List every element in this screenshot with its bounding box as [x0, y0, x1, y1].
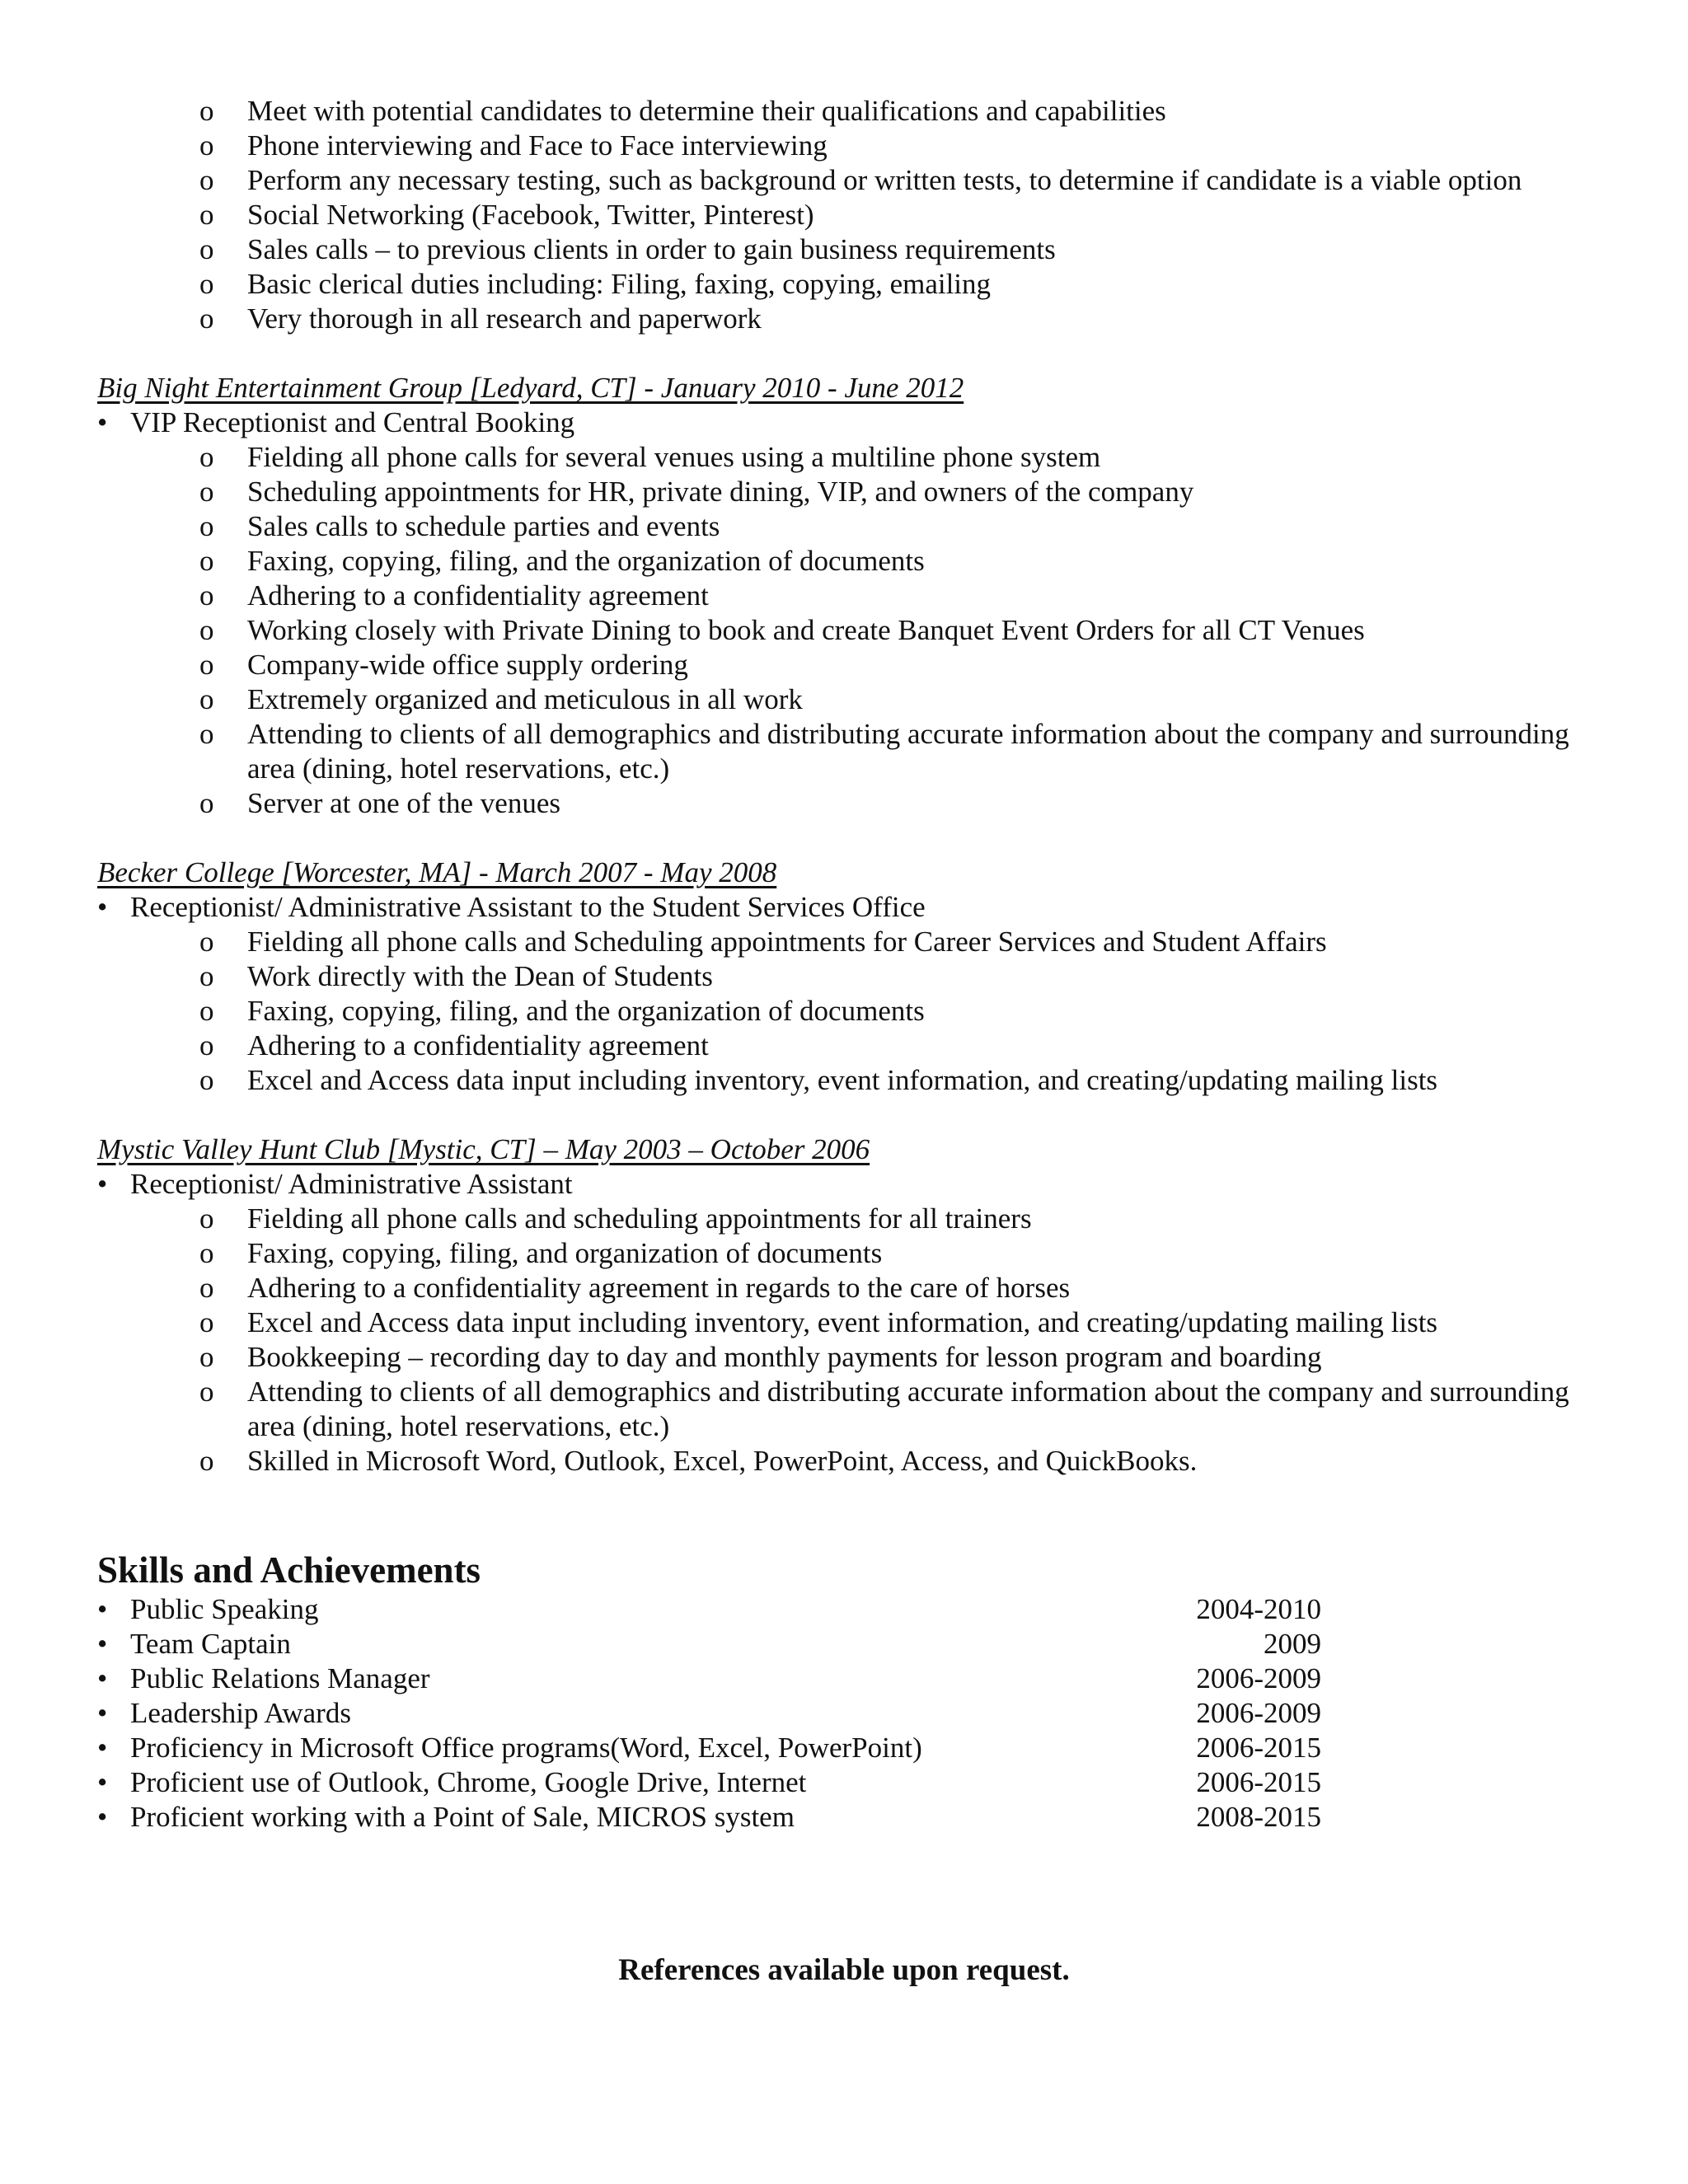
circle-bullet-icon: o [199, 579, 214, 612]
circle-bullet-icon: o [199, 1445, 214, 1477]
skill-item [97, 1592, 1321, 1627]
list-item: o Social Networking (Facebook, Twitter, Pinterest) [199, 199, 814, 231]
circle-bullet-icon: o [199, 199, 214, 231]
circle-bullet-icon: o [199, 476, 214, 508]
list-item: o Company-wide office supply ordering [199, 649, 688, 681]
list-item: o Extremely organized and meticulous in all work [199, 683, 803, 715]
section-title-skills: Skills and Achievements [97, 1549, 481, 1591]
circle-bullet-icon: o [199, 614, 214, 646]
list-item: o Faxing, copying, filing, and the organization of documents [199, 545, 925, 577]
list-item: o Perform any necessary testing, such as background or written tests, to determine if candidate is a viable option [199, 164, 1522, 196]
skill-label: Public Relations Manager [130, 1662, 430, 1694]
circle-bullet-icon: o [199, 129, 214, 162]
list-item: o Work directly with the Dean of Students [199, 960, 713, 992]
circle-bullet-icon: o [199, 302, 214, 335]
list-item: o Phone interviewing and Face to Face interviewing [199, 129, 828, 162]
job-role: • Receptionist/ Administrative Assistant [97, 1168, 573, 1200]
skill-label: Proficient working with a Point of Sale, MICROS system [130, 1801, 795, 1833]
list-item: o Basic clerical duties including: Filing, faxing, copying, emailing [199, 268, 992, 300]
bullet-icon: • [97, 1168, 108, 1200]
list-item: o Fielding all phone calls for several venues using a multiline phone system [199, 441, 1101, 473]
skill-years: 2008-2015 [1196, 1801, 1321, 1833]
list-item: o Scheduling appointments for HR, private dining, VIP, and owners of the company [199, 476, 1194, 508]
job-duties-list [97, 1202, 1622, 1479]
skill-years: 2006-2009 [1196, 1662, 1321, 1694]
resume-page [97, 94, 1622, 1835]
list-item: o Meet with potential candidates to determine their qualifications and capabilities [199, 95, 1166, 127]
circle-bullet-icon: o [199, 441, 214, 473]
bullet-icon: • [97, 406, 108, 438]
job-duties-list [97, 925, 1622, 1098]
skill-label: Proficient use of Outlook, Chrome, Google Drive, Internet [130, 1766, 807, 1798]
job-role: • VIP Receptionist and Central Booking [97, 406, 575, 438]
skills-list [97, 1592, 1622, 1835]
list-item: o Working closely with Private Dining to book and create Banquet Event Orders for all CT Venues [199, 614, 1365, 646]
skill-label: Public Speaking [130, 1593, 319, 1625]
list-item: o Adhering to a confidentiality agreement [199, 1029, 709, 1062]
skill-years: 2006-2015 [1196, 1766, 1321, 1798]
skill-label: Leadership Awards [130, 1697, 351, 1729]
circle-bullet-icon: o [199, 1306, 214, 1338]
circle-bullet-icon: o [199, 995, 214, 1027]
bullet-icon: • [97, 1593, 108, 1625]
intro-duties-list [97, 94, 1622, 336]
skill-label: Proficiency in Microsoft Office programs(Word, Excel, PowerPoint) [130, 1732, 922, 1764]
list-item: o Sales calls to schedule parties and events [199, 510, 720, 542]
list-item: o Attending to clients of all demographics and distributing accurate information about the company and surrounding area (dining, hotel reservations, etc.) [199, 1376, 1569, 1442]
bullet-icon: • [97, 1766, 108, 1798]
bullet-icon: • [97, 891, 108, 923]
job-role: • Receptionist/ Administrative Assistant to the Student Services Office [97, 891, 926, 923]
list-item: o Server at one of the venues [199, 787, 560, 819]
bullet-icon: • [97, 1697, 108, 1729]
list-item: o Sales calls – to previous clients in order to gain business requirements [199, 233, 1056, 265]
circle-bullet-icon: o [199, 787, 214, 819]
skill-item [97, 1696, 1321, 1731]
skill-item [97, 1765, 1321, 1800]
bullet-icon: • [97, 1662, 108, 1694]
circle-bullet-icon: o [199, 95, 214, 127]
circle-bullet-icon: o [199, 960, 214, 992]
bullet-icon: • [97, 1732, 108, 1764]
list-item: o Fielding all phone calls and scheduling appointments for all trainers [199, 1202, 1032, 1235]
skill-years: 2004-2010 [1196, 1593, 1321, 1625]
bullet-icon: • [97, 1628, 108, 1660]
skill-years: 2006-2009 [1196, 1697, 1321, 1729]
skill-item [97, 1731, 1321, 1765]
skill-years: 2006-2015 [1196, 1732, 1321, 1764]
circle-bullet-icon: o [199, 233, 214, 265]
skill-item [97, 1800, 1321, 1835]
bullet-icon: • [97, 1801, 108, 1833]
list-item: o Very thorough in all research and paperwork [199, 302, 762, 335]
circle-bullet-icon: o [199, 718, 214, 750]
circle-bullet-icon: o [199, 683, 214, 715]
skill-item [97, 1661, 1321, 1696]
list-item: o Fielding all phone calls and Scheduling appointments for Career Services and Student Affairs [199, 926, 1327, 958]
list-item: o Attending to clients of all demographics and distributing accurate information about the company and surrounding area (dining, hotel reservations, etc.) [199, 718, 1569, 785]
circle-bullet-icon: o [199, 268, 214, 300]
circle-bullet-icon: o [199, 649, 214, 681]
job-duties-list [97, 440, 1622, 821]
circle-bullet-icon: o [199, 926, 214, 958]
circle-bullet-icon: o [199, 510, 214, 542]
circle-bullet-icon: o [199, 1064, 214, 1096]
list-item: o Excel and Access data input including inventory, event information, and creating/updating mailing lists [199, 1306, 1438, 1338]
circle-bullet-icon: o [199, 1202, 214, 1235]
references-note: References available upon request. [618, 1953, 1070, 1987]
job-heading-big-night: Big Night Entertainment Group [Ledyard, CT] - January 2010 - June 2012 [97, 372, 964, 404]
list-item: o Skilled in Microsoft Word, Outlook, Excel, PowerPoint, Access, and QuickBooks. [199, 1445, 1198, 1477]
list-item: o Faxing, copying, filing, and organization of documents [199, 1237, 883, 1269]
list-item: o Adhering to a confidentiality agreement in regards to the care of horses [199, 1272, 1071, 1304]
circle-bullet-icon: o [199, 1376, 214, 1408]
job-heading-becker-college: Becker College [Worcester, MA] - March 2007 - May 2008 [97, 856, 777, 888]
list-item: o Faxing, copying, filing, and the organization of documents [199, 995, 925, 1027]
circle-bullet-icon: o [199, 1272, 214, 1304]
circle-bullet-icon: o [199, 1029, 214, 1062]
skill-label: Team Captain [130, 1628, 291, 1660]
list-item: o Excel and Access data input including inventory, event information, and creating/updating mailing lists [199, 1064, 1438, 1096]
skill-item [97, 1627, 1321, 1661]
list-item: o Bookkeeping – recording day to day and monthly payments for lesson program and boarding [199, 1341, 1322, 1373]
circle-bullet-icon: o [199, 164, 214, 196]
job-heading-mystic-valley: Mystic Valley Hunt Club [Mystic, CT] – May 2003 – October 2006 [97, 1133, 870, 1165]
circle-bullet-icon: o [199, 1237, 214, 1269]
skill-years: 2009 [1264, 1628, 1321, 1660]
list-item: o Adhering to a confidentiality agreement [199, 579, 709, 612]
circle-bullet-icon: o [199, 1341, 214, 1373]
circle-bullet-icon: o [199, 545, 214, 577]
